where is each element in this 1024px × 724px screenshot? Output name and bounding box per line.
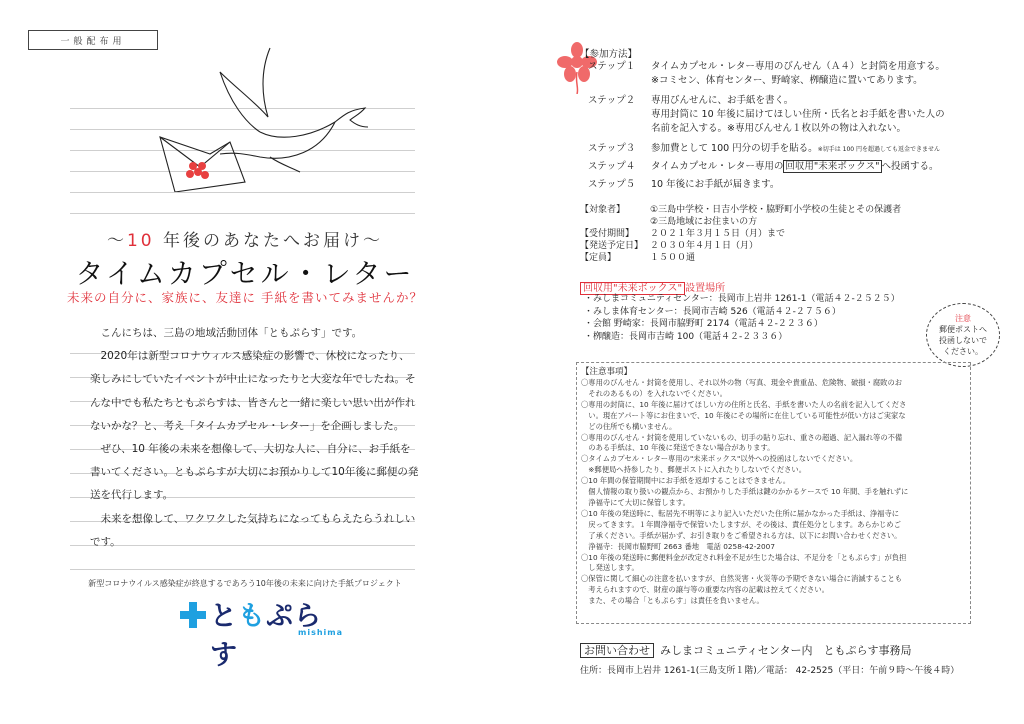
step-text: タイムカプセル・レター専用のびんせん（Ａ４）と封筒を用意する。 ※コミセン、体育センター、野崎家、栁醸造に置いてあります。 xyxy=(651,61,945,86)
note-line: 〇保管に関して細心の注意を払いますが、自然災害・火災等の予期できない場合に消滅することも xyxy=(581,574,903,584)
box-location-list xyxy=(584,293,900,343)
info-row: 【発送予定日】 ２０３０年４月１日（月） xyxy=(580,241,759,251)
note-line: また、その場合「ともぷらす」は責任を負いません。 xyxy=(581,596,764,606)
note-line: 浄福寺：長岡市脇野町 2663 番地 電話 0258-42-2007 xyxy=(581,541,775,551)
intro-paragraph: こんにちは、三島の地域活動団体「ともぷらす」です。 xyxy=(100,327,363,339)
note-line: い。現在アパート等にお住まいで、10 年後にその場所に在住している可能性が低い方はご実家な xyxy=(581,410,906,420)
step-text: 専用びんせんに、お手紙を書く。 専用封筒に 10 年後に届けてほしい住所・氏名とお手紙を書いた人の 名前を記入する。※専用びんせん１枚以外の物は入れない。 xyxy=(651,95,945,134)
note-line: のある手紙は、10 年後に発送できない場合があります。 xyxy=(581,443,775,453)
distribution-stamp: 一般配布用 xyxy=(28,30,158,50)
tagline: 未来の自分に、家族に、友達に 手紙を書いてみませんか？ xyxy=(67,290,423,305)
step-label: ステップ５ xyxy=(588,179,636,190)
note-line: 戻ってきます。１年間浄福寺で保管いたしますが、その後は、責任処分とします。あらかじめご xyxy=(581,519,901,529)
note-line: 〇タイムカプセル・レター専用の"未来ボックス"以外への投函はしないでください。 xyxy=(581,454,858,464)
intro-paragraph: ぜひ、10 年後の未来を想像して、大切な人に、自分に、お手紙を書いてください。ともぷらすが大切にお預かりして10年後に郵便の発送を代行します。 xyxy=(90,443,419,502)
tomoplus-logo xyxy=(180,594,344,671)
list-item: ・栁醸造：長岡市吉崎 100（電話４２-２３３６） xyxy=(584,331,788,342)
info-row: 【対象者】 ①三島中学校・日吉小学校・脇野町小学校の生徒とその保護者 xyxy=(580,205,902,215)
note-line: 了承ください。手紙が届かず、お引き取りをご希望される方は、以下にお問い合わせください。 xyxy=(581,530,902,540)
info-row: 【受付期間】 ２０２１年３月１５日（月）まで xyxy=(580,229,786,239)
contact-text: みしまコミュニティセンター内 ともぷらす事務局 xyxy=(660,644,912,657)
info-table xyxy=(580,204,901,264)
dove-letter-illustration xyxy=(150,42,390,192)
note-line: 個人情報の取り扱いの観点から、お預かりした手紙は鍵のかかるケースで 10 年間、手を触れずに xyxy=(581,487,909,497)
plus-icon xyxy=(180,602,206,628)
caution-badge: 注意 郵便ポストへ 投函しないで ください。 xyxy=(926,303,1000,367)
note-line: ※郵便局へ持参したり、郵便ポストに入れたりしないでください。 xyxy=(581,465,807,475)
note-line: どの住所でも構いません。 xyxy=(581,421,677,431)
step-label: ステップ２ xyxy=(588,95,636,106)
contact-address: 住所：長岡市上岩井 1261-1(三島支所１階)／電話： 42-2525（平日：午前９時〜午後４時） xyxy=(580,666,960,676)
step-label: ステップ３ xyxy=(588,143,636,154)
logo-wordmark: ともぷらす xyxy=(210,601,322,671)
notes-list xyxy=(581,378,966,607)
project-caption: 新型コロナウイルス感染症が終息するであろう10年後の未来に向けた手紙プロジェクト xyxy=(88,579,402,588)
info-row: ②三島地域にお住まいの方 xyxy=(650,217,758,227)
note-line: 〇専用の封筒に、10 年後に届けてほしい方の住所と氏名、手紙を書いた人の名前を記入してくださ xyxy=(581,399,907,409)
intro-paragraph: 2020年は新型コロナウィルス感染症の影響で、休校になったり、楽しみにしていたイベントが中止になったりと大変な年でしたね。そんな中でも私たちともぷらすは、皆さんと一緒に楽しい思い出が作れないかな？と、考え「タイムカプセル・レター」を企画しました。 xyxy=(90,350,416,432)
note-line: 〇専用のびんせん・封筒を使用し、それ以外の物（写真、現金や貴重品、危険物、破損・腐敗のお xyxy=(581,378,903,387)
note-line: 〇10 年後の発送時に郵便料金が改定され料金不足が生じた場合は、不足分を「ともぷらす」が負担 xyxy=(581,552,907,562)
page-title: タイムカプセル・レター xyxy=(75,257,415,290)
logo-subtext: mishima xyxy=(298,628,344,637)
list-item: ・みしまコミュニティセンター：長岡市上岩井 1261-1（電話４２-２５２５） xyxy=(584,294,900,304)
step-label: ステップ１ xyxy=(588,61,636,72)
note-line: 〇10 年後の発送時に、転居先不明等により記入いただいた住所に届かなかった手紙は、浄福寺に xyxy=(581,508,900,518)
box-location-heading: 回収用"未来ボックス" 設置場所 xyxy=(580,279,725,294)
info-row: 【定員】 １５００通 xyxy=(580,253,696,263)
note-line: 〇10 年間の保管期間中にお手紙を返却することはできません。 xyxy=(581,476,791,486)
note-line: 〇専用のびんせん・封筒を使用していないもの、切手の貼り忘れ、重さの超過、記入漏れ等の不備 xyxy=(581,432,903,442)
method-heading: 【参加方法】 xyxy=(580,49,638,60)
notes-box xyxy=(576,362,971,624)
note-line: し発送します。 xyxy=(581,563,639,573)
intro-text xyxy=(90,322,420,554)
note-line: 考えられますので、財産の譲与等の重要な内容の記載は控えてください。 xyxy=(581,585,829,595)
subtitle: 〜10 年後のあなたへお届け〜 xyxy=(106,231,384,251)
step-label: ステップ４ xyxy=(588,161,636,172)
notes-heading: 【注意事項】 xyxy=(581,367,633,377)
note-line: それのあるもの）を入れないでください。 xyxy=(581,388,727,398)
contact-line xyxy=(580,642,911,658)
step-text: 10 年後にお手紙が届きます。 xyxy=(651,179,780,190)
intro-paragraph: 未来を想像して、ワクワクした気持ちになってもらえたらうれしいです。 xyxy=(90,512,416,548)
step-text: タイムカプセル・レター専用の 回収用"未来ボックス" へ投函する。 xyxy=(651,161,939,172)
list-item: ・みしま体育センター：長岡市吉崎 526（電話４２-２７５６） xyxy=(584,306,841,317)
step-text: 参加費として 100 円分の切手を貼る。※切手は 100 円を超過しても返金できません xyxy=(651,143,940,154)
contact-label: お問い合わせ xyxy=(580,643,654,658)
note-line: 浄福寺にて大切に保管します。 xyxy=(581,497,690,507)
list-item: ・会館 野崎家：長岡市脇野町 2174（電話４２-２２３６） xyxy=(584,319,823,329)
